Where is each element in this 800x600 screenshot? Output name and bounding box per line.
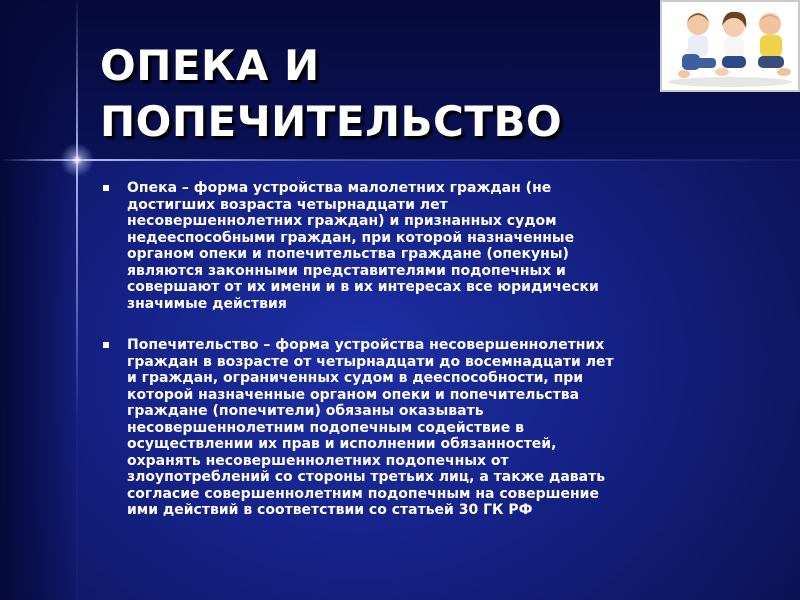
children-photo bbox=[660, 0, 800, 92]
text-line: являются законными представителями подопечных и bbox=[127, 262, 566, 279]
text-line: злоупотреблений со стороны третьих лиц, а также давать bbox=[127, 469, 606, 485]
text-line: которой назначенные органом опеки и попечительства bbox=[127, 386, 580, 403]
title-line-2: ПОПЕЧИТЕЛЬСТВО bbox=[100, 97, 563, 146]
bullet-text-opeka bbox=[127, 180, 720, 312]
text-line: недееспособными граждан, при которой назначенные bbox=[127, 229, 575, 246]
text-line: ими действий в соответствии со статьей 30 ГК РФ bbox=[127, 502, 533, 518]
text-line: органом опеки и попечительства граждане (опекуны) bbox=[127, 246, 569, 262]
children-photo-icon bbox=[662, 2, 798, 90]
text-line: несовершеннолетних граждан) и признанных судом bbox=[127, 213, 557, 229]
text-line: согласие совершеннолетним подопечным на совершение bbox=[127, 485, 599, 502]
bullet-item-popechitelstvo bbox=[100, 337, 720, 519]
text-line: и граждан, ограниченных судом в дееспособности, при bbox=[127, 370, 584, 386]
horizontal-light-line bbox=[0, 159, 800, 161]
bullet-item-opeka bbox=[100, 180, 720, 312]
bullet-marker bbox=[103, 185, 109, 191]
text-line: достигших возраста четырнадцати лет bbox=[127, 196, 448, 213]
text-line: Попечительство – форма устройства несовершеннолетних bbox=[127, 337, 605, 353]
left-band bbox=[0, 0, 80, 600]
slide-title bbox=[100, 38, 660, 150]
title-line-1: ОПЕКА И bbox=[100, 41, 320, 90]
text-line: охранять несовершеннолетних подопечных от bbox=[127, 452, 509, 469]
vertical-light-line bbox=[76, 0, 78, 600]
bullet-text-popechitelstvo bbox=[127, 337, 720, 519]
text-line: значимые действия bbox=[127, 295, 287, 312]
slide-content bbox=[100, 180, 720, 519]
light-flare bbox=[57, 140, 97, 180]
text-line: Опека – форма устройства малолетних граждан (не bbox=[127, 180, 552, 196]
text-line: осуществлении их прав и исполнении обязанностей, bbox=[127, 436, 557, 452]
bullet-marker bbox=[103, 342, 109, 348]
text-line: граждане (попечители) обязаны оказывать bbox=[127, 403, 484, 419]
text-line: совершают от их имени и в их интересах все юридически bbox=[127, 279, 599, 295]
text-line: граждан в возрасте от четырнадцати до восемнадцати лет bbox=[127, 353, 614, 370]
text-line: несовершеннолетним подопечным содействие в bbox=[127, 419, 524, 436]
